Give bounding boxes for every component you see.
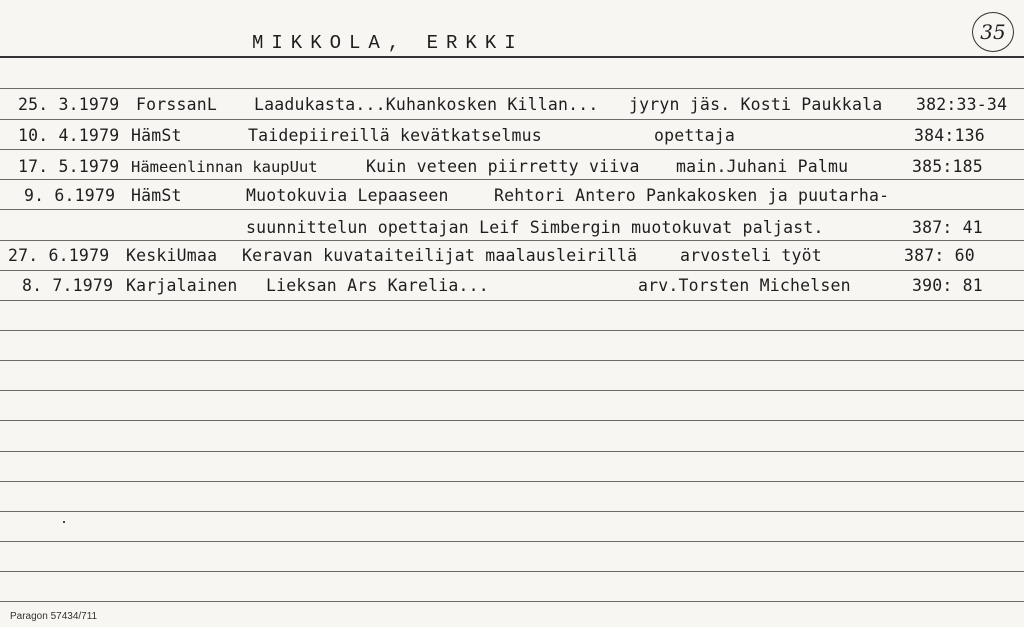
ruled-line (0, 240, 1024, 241)
ruled-line (0, 571, 1024, 572)
ruled-line (0, 360, 1024, 361)
ruled-line (0, 390, 1024, 391)
ruled-line (0, 601, 1024, 602)
entry-date: 8. 7.1979 (22, 276, 114, 295)
entry-title: Lieksan Ars Karelia... (266, 276, 489, 295)
printer-imprint: Paragon 57434/711 (10, 611, 98, 622)
entry-title: Taidepiireillä kevätkatselmus (248, 126, 542, 145)
entry-source: Karjalainen (126, 276, 238, 295)
ruled-line (0, 481, 1024, 482)
entry-source: HämSt (131, 186, 182, 205)
ruled-line (0, 451, 1024, 452)
entry-ref: 384:136 (914, 126, 985, 145)
entry-source: HämSt (131, 126, 182, 145)
ruled-line (0, 541, 1024, 542)
entry-continuation: suunnittelun opettajan Leif Simbergin muotokuvat paljast. (246, 218, 824, 237)
ruled-line (0, 149, 1024, 150)
ruled-line (0, 88, 1024, 89)
entry-title: Kuin veteen piirretty viiva (366, 157, 640, 176)
entry-source: Hämeenlinnan kaupUut (131, 158, 318, 176)
entry-ref: 382:33-34 (916, 95, 1008, 114)
header-rule (0, 56, 1024, 58)
entry-person: main.Juhani Palmu (676, 157, 849, 176)
entry-ref: 387: 60 (904, 246, 975, 265)
entry-date: 10. 4.1979 (18, 126, 120, 145)
ruled-line (0, 270, 1024, 271)
entry-person: arv.Torsten Michelsen (638, 276, 851, 295)
ruled-line (0, 209, 1024, 210)
ruled-line (0, 511, 1024, 512)
entry-ref: 390: 81 (912, 276, 983, 295)
entry-date: 17. 5.1979 (18, 157, 120, 176)
ruled-line (0, 119, 1024, 120)
entry-date: 25. 3.1979 (18, 95, 120, 114)
entry-person: arvosteli työt (680, 246, 822, 265)
entry-source: KeskiUmaa (126, 246, 218, 265)
ruled-line (0, 330, 1024, 331)
entry-ref: 387: 41 (912, 218, 983, 237)
card-heading-name: MIKKOLA, ERKKI (252, 32, 524, 54)
entry-source: ForssanL (136, 95, 218, 114)
entry-date: 9. 6.1979 (24, 186, 116, 205)
entry-person: Rehtori Antero Pankakosken ja puutarha- (494, 186, 890, 205)
entry-title: Laadukasta...Kuhankosken Killan... (254, 95, 599, 114)
ruled-line (0, 300, 1024, 301)
entry-date: 27. 6.1979 (8, 246, 110, 265)
ruled-line (0, 179, 1024, 180)
entry-title: Muotokuvia Lepaaseen (246, 186, 449, 205)
entry-person: jyryn jäs. Kosti Paukkala (629, 95, 883, 114)
entry-person: opettaja (654, 126, 736, 145)
entry-title: Keravan kuvataiteilijat maalausleirillä (242, 246, 638, 265)
ruled-line (0, 420, 1024, 421)
ink-speck (63, 521, 65, 523)
entry-ref: 385:185 (912, 157, 983, 176)
card-number-circle: 35 (972, 12, 1014, 52)
